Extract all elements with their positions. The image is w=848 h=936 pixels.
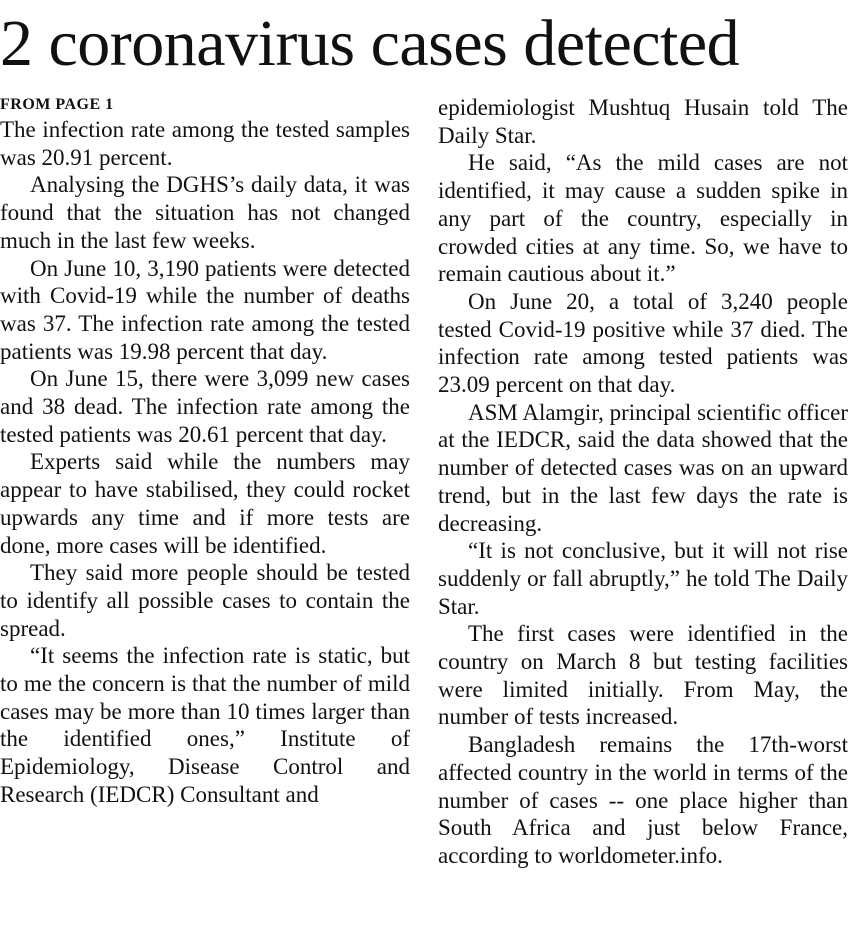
paragraph: On June 20, a total of 3,240 people tested Covid-19 positive while 37 died. The infection rate among tested patients was 23.09 percent on that day. — [438, 288, 848, 398]
paragraph: ASM Alamgir, principal scientific officer at the IEDCR, said the data showed that the number of detected cases was on an upward trend, but in the last few days the rate is decreasing. — [438, 399, 848, 536]
left-column — [0, 94, 410, 809]
paragraph: On June 15, there were 3,099 new cases and 38 dead. The infection rate among the tested patients was 20.61 percent that day. — [0, 366, 410, 447]
continued-from-label: FROM PAGE 1 — [0, 96, 114, 113]
paragraph: He said, “As the mild cases are not identified, it may cause a sudden spike in any part of the country, especially in crowded cities at any time. So, we have to remain cautious about it.” — [438, 150, 848, 287]
paragraph: epidemiologist Mushtuq Husain told The Daily Star. — [438, 95, 848, 148]
paragraph: Analysing the DGHS’s daily data, it was found that the situation has not changed much in the last few weeks. — [0, 172, 410, 253]
paragraph: “It is not conclusive, but it will not rise suddenly or fall abruptly,” he told The Daily Star. — [438, 538, 848, 619]
paragraph: The first cases were identified in the country on March 8 but testing facilities were limited initially. From May, the number of tests increased. — [438, 621, 848, 730]
paragraph: Bangladesh remains the 17th-worst affected country in the world in terms of the number of cases -- one place higher than South Africa and just below France, according to worldometer.info. — [438, 732, 848, 868]
paragraph: On June 10, 3,190 patients were detected with Covid-19 while the number of deaths was 37. The infection rate among the tested patients was 19.98 percent that day. — [0, 255, 410, 364]
right-column — [438, 94, 848, 870]
paragraph: The infection rate among the tested samples was 20.91 percent. — [0, 117, 410, 170]
paragraph: “It seems the infection rate is static, but to me the concern is that the number of mild cases may be more than 10 times larger than the identified ones,” Institute of Epidemiology, Disease Control and Research (IEDCR) Consultant and — [0, 643, 410, 807]
article-headline: 2 coronavirus cases detected — [0, 7, 740, 80]
paragraph: They said more people should be tested to identify all possible cases to contain the spread. — [0, 560, 410, 641]
paragraph: Experts said while the numbers may appear to have stabilised, they could rocket upwards any time and if more tests are done, more cases will be identified. — [0, 449, 410, 558]
